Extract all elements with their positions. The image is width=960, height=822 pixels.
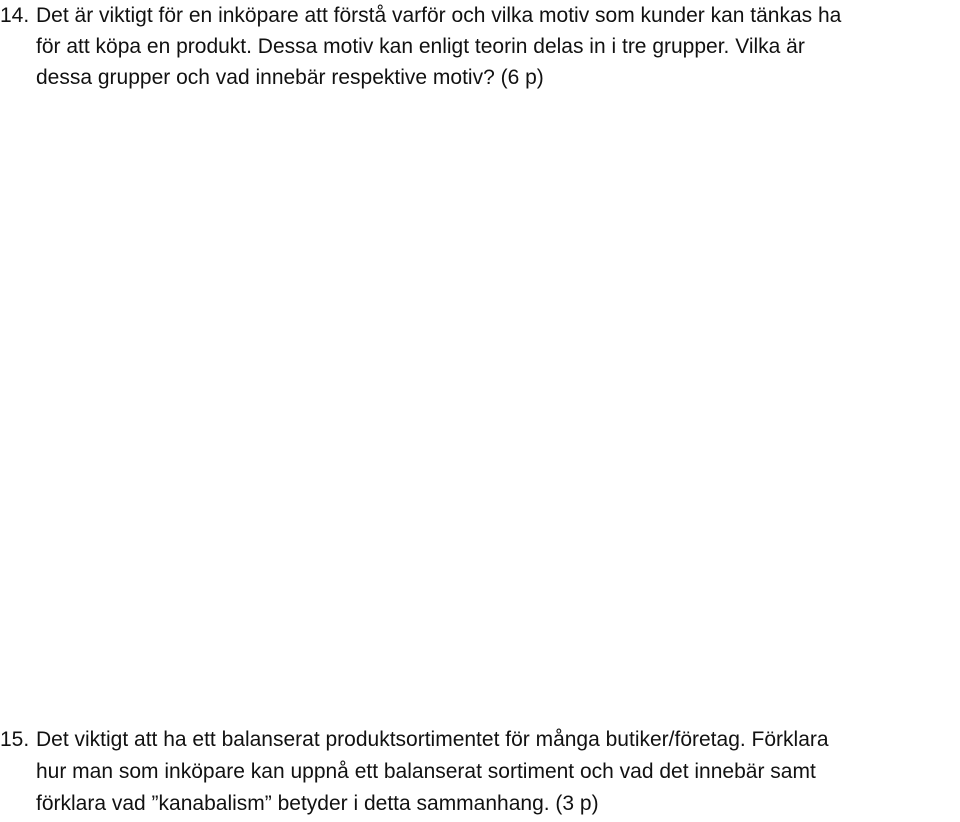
question-14-number: 14. — [0, 4, 30, 27]
question-15 — [0, 724, 960, 820]
answer-space-14[interactable] — [36, 100, 940, 710]
question-15-text-line-2: hur man som inköpare kan uppnå ett balanserat sortiment och vad det innebär samt — [36, 760, 816, 783]
question-14-text-line-1: Det är viktigt för en inköpare att förstå varför och vilka motiv som kunder kan tänkas ha — [36, 4, 842, 27]
question-14-text-line-2: för att köpa en produkt. Dessa motiv kan enligt teorin delas in i tre grupper. Vilka är — [36, 35, 805, 58]
question-14-line-1 — [0, 0, 960, 31]
question-14-text-line-3: dessa grupper och vad innebär respektive motiv? (6 p) — [36, 66, 544, 89]
question-15-text-line-3: förklara vad ”kanabalism” betyder i detta sammanhang. (3 p) — [36, 792, 599, 815]
question-15-line-1 — [0, 724, 960, 756]
question-14 — [0, 0, 960, 93]
question-15-number: 15. — [0, 728, 30, 751]
question-15-text-line-1: Det viktigt att ha ett balanserat produktsortimentet för många butiker/företag. Förklara — [36, 728, 829, 751]
